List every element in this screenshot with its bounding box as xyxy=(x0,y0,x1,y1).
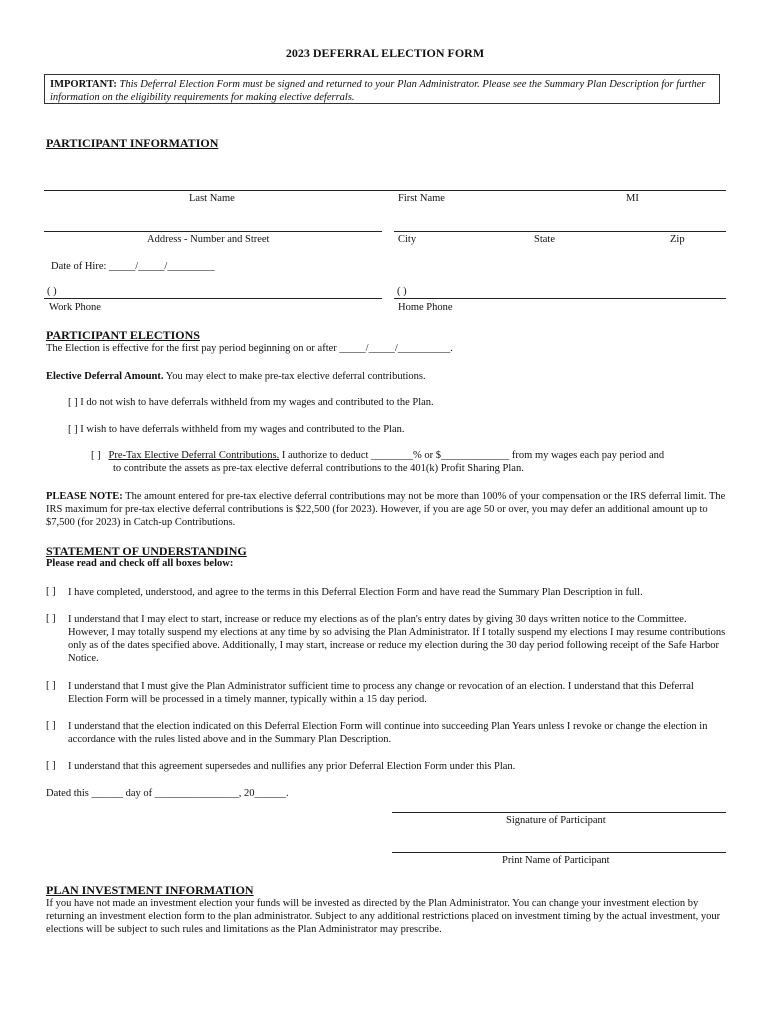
elections-heading: PARTICIPANT ELECTIONS xyxy=(46,328,200,342)
checkbox-3[interactable]: [ ] xyxy=(46,680,56,691)
city-state-zip-line[interactable] xyxy=(394,231,726,232)
pretax-text[interactable]: I authorize to deduct ________% or $_____________ from my wages each pay period and xyxy=(281,450,665,461)
please-note-label: PLEASE NOTE: xyxy=(46,491,123,502)
form-title: 2023 DEFERRAL ELECTION FORM xyxy=(285,46,485,60)
understanding-heading: STATEMENT OF UNDERSTANDING xyxy=(46,544,247,558)
pretax-label: Pre-Tax Elective Deferral Contributions. xyxy=(108,450,280,461)
option-pretax xyxy=(91,450,664,461)
state-label: State xyxy=(534,234,555,245)
last-name-label: Last Name xyxy=(189,193,235,204)
important-notice xyxy=(44,74,720,104)
print-name-line[interactable] xyxy=(392,852,726,853)
signature-label: Signature of Participant xyxy=(506,815,606,826)
notice-label: IMPORTANT: xyxy=(50,79,117,90)
work-phone-label: Work Phone xyxy=(49,302,101,313)
city-label: City xyxy=(398,234,417,245)
understanding-item-3: I understand that I must give the Plan Administrator sufficient time to process any change or revocation of an election. I understand that this Deferral Election Form will be processed in a timely manner, typically within a 15 day period. xyxy=(68,681,694,705)
investment-heading: PLAN INVESTMENT INFORMATION xyxy=(46,883,254,897)
checkbox-4[interactable]: [ ] xyxy=(46,720,56,731)
print-name-label: Print Name of Participant xyxy=(502,855,610,866)
work-phone-line[interactable] xyxy=(44,298,382,299)
understanding-item-2: I understand that I may elect to start, increase or reduce my elections as of the plan's entry dates by giving 30 days written notice to the Committee. However, I may totally suspend my elections at any time by so advising the Plan Administrator. If I totally suspend my elections I may resume contributions only as of the dates specified above. Additionally, I may start, increase or reduce my election during the 30 day period following receipt of the Safe Harbor Notice. xyxy=(68,614,726,664)
pretax-text-2: to contribute the assets as pre-tax elective deferral contributions to the 401(k) Profit Sharing Plan. xyxy=(113,463,524,474)
checkbox-2[interactable]: [ ] xyxy=(46,613,56,624)
checkbox-5[interactable]: [ ] xyxy=(46,760,56,771)
understanding-item-4: I understand that the election indicated on this Deferral Election Form will continue into succeeding Plan Years unless I revoke or change the election in accordance with the rules listed above and in the Summary Plan Description. xyxy=(68,721,708,745)
pretax-checkbox[interactable]: [ ] xyxy=(91,450,101,461)
address-line[interactable] xyxy=(44,231,382,232)
dated-field[interactable]: Dated this ______ day of ________________, 20______. xyxy=(46,788,289,799)
mi-label: MI xyxy=(626,193,639,204)
understanding-item-5: I understand that this agreement supersedes and nullifies any prior Deferral Election Form under this Plan. xyxy=(68,761,516,772)
participant-info-heading: PARTICIPANT INFORMATION xyxy=(46,136,219,150)
understanding-subheading: Please read and check off all boxes below: xyxy=(46,558,234,569)
investment-text: If you have not made an investment election your funds will be invested as directed by the Plan Administrator. You can change your investment election by returning an investment election form to the plan administrator. Subject to any additional restrictions placed on investment timing by the actual investment, your elections will be subject to such rules and limitations as the Plan Administrator may prescribe. xyxy=(46,898,721,935)
understanding-item-1: I have completed, understood, and agree to the terms in this Deferral Election Form and have read the Summary Plan Description in full. xyxy=(68,587,643,598)
option-deferral[interactable]: [ ] I wish to have deferrals withheld from my wages and contributed to the Plan. xyxy=(68,424,405,435)
address-label: Address - Number and Street xyxy=(147,234,270,245)
checkbox-1[interactable]: [ ] xyxy=(46,586,56,597)
home-phone-line[interactable] xyxy=(394,298,726,299)
first-name-label: First Name xyxy=(398,193,445,204)
elective-deferral-text: You may elect to make pre-tax elective deferral contributions. xyxy=(165,371,426,382)
please-note xyxy=(46,490,726,529)
zip-label: Zip xyxy=(670,234,685,245)
name-line[interactable] xyxy=(44,190,726,191)
home-phone-paren: ( ) xyxy=(397,286,407,297)
signature-line[interactable] xyxy=(392,812,726,813)
work-phone-paren: ( ) xyxy=(47,286,57,297)
home-phone-label: Home Phone xyxy=(398,302,453,313)
elective-deferral-line xyxy=(46,371,426,382)
please-note-text: The amount entered for pre-tax elective deferral contributions may not be more than 100% of your compensation or the IRS deferral limit. The IRS maximum for pre-tax elective deferral contributions is $22,500 (for 2023). However, if you are age 50 or over, you may defer an additional amount up to $7,500 (for 2023) in Catch-up Contributions. xyxy=(46,491,726,528)
notice-text: This Deferral Election Form must be signed and returned to your Plan Administrator. Please see the Summary Plan Description for further information on the eligibility requirements for making elective deferrals. xyxy=(50,79,706,103)
elective-deferral-label: Elective Deferral Amount. xyxy=(46,371,164,382)
date-of-hire-field[interactable]: Date of Hire: _____/_____/_________ xyxy=(51,261,215,272)
option-no-deferral[interactable]: [ ] I do not wish to have deferrals withheld from my wages and contributed to the Plan. xyxy=(68,397,434,408)
effective-date-text: The Election is effective for the first pay period beginning on or after _____/_____/__________. xyxy=(46,343,453,354)
